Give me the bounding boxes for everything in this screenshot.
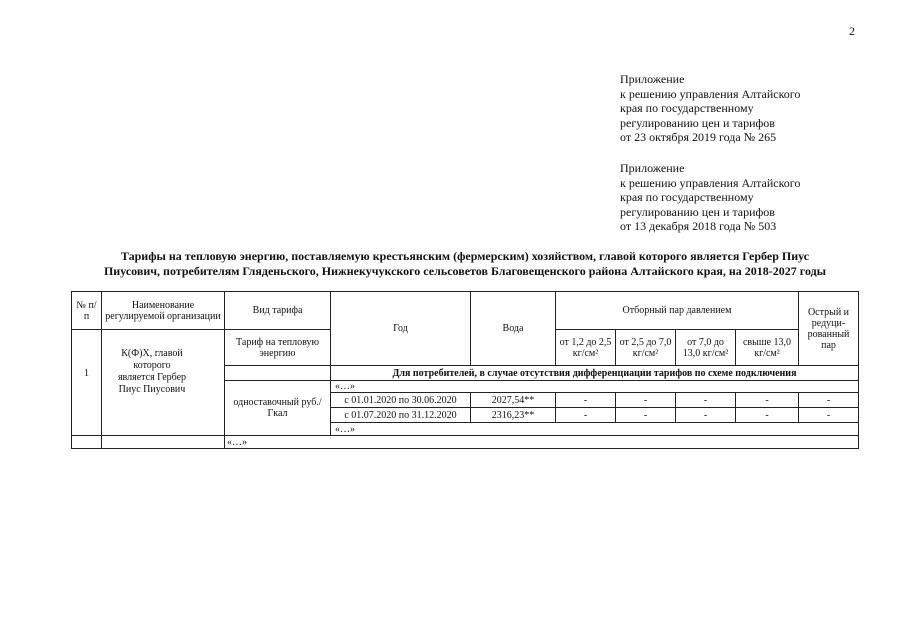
steam-value: -	[616, 408, 676, 423]
title-line-1: Тарифы на тепловую энергию, поставляемую крестьянским (фермерским) хозяйством, главой которого является Гербер Пиус	[120, 249, 810, 263]
sharp-steam-value: -	[799, 393, 859, 408]
header-steam-col-4: свыше 13,0 кг/см²	[736, 330, 799, 366]
header-steam-col-3: от 7,0 до 13,0 кг/см²	[676, 330, 736, 366]
steam-value: -	[676, 408, 736, 423]
appendix-line: к решению управления Алтайского	[620, 175, 801, 190]
header-sharp-steam: Острый и редуци- рованный пар	[799, 292, 859, 366]
appendix-block-2	[620, 161, 800, 234]
water-value: 2316,23**	[471, 408, 556, 423]
title-line-2: Пиусович, потребителям Гляденьского, Нижнекучукского сельсоветов Благовещенского района Алтайского края, на 2018-2027 годы	[103, 264, 827, 278]
ellipsis-note: «…»	[225, 436, 859, 449]
ellipsis-note: «…»	[331, 381, 859, 393]
empty-cell	[72, 436, 102, 449]
appendix-line: регулированию цен и тарифов	[620, 115, 775, 130]
header-water: Вода	[471, 292, 556, 366]
water-value: 2027,54**	[471, 393, 556, 408]
appendix-line: регулированию цен и тарифов	[620, 204, 775, 219]
appendix-line: Приложение	[620, 72, 685, 86]
appendix-line: к решению управления Алтайского	[620, 86, 801, 101]
period: с 01.01.2020 по 30.06.2020	[331, 393, 471, 408]
tariff-table	[71, 291, 859, 449]
document-title	[40, 249, 890, 279]
tariff-label: Тариф на тепловую энергию	[225, 330, 331, 366]
org-name: К(Ф)Х, главой которого является Гербер Пиус Пиусович	[102, 330, 225, 436]
steam-value: -	[556, 393, 616, 408]
header-num: № п/п	[72, 292, 102, 330]
empty-cell	[225, 366, 331, 381]
header-year: Год	[331, 292, 471, 366]
header-steam-col-2: от 2,5 до 7,0 кг/см²	[616, 330, 676, 366]
appendix-block-1	[620, 72, 800, 145]
appendix-line: края по государственному	[620, 190, 754, 205]
sharp-steam-value: -	[799, 408, 859, 423]
rate-type: одноставочный руб./Гкал	[225, 381, 331, 436]
steam-value: -	[556, 408, 616, 423]
subgroup-header: Для потребителей, в случае отсутствия дифференциации тарифов по схеме подключения	[331, 366, 859, 381]
appendix-line: от 23 октября 2019 года № 265	[620, 130, 777, 145]
appendix-line: от 13 декабря 2018 года № 503	[620, 219, 777, 234]
steam-value: -	[616, 393, 676, 408]
empty-cell	[102, 436, 225, 449]
period: с 01.07.2020 по 31.12.2020	[331, 408, 471, 423]
header-steam-col-1: от 1,2 до 2,5 кг/см²	[556, 330, 616, 366]
header-tariff-type: Вид тарифа	[225, 292, 331, 330]
appendix-line: края по государственному	[620, 101, 754, 116]
ellipsis-note: «…»	[331, 423, 859, 436]
page-number: 2	[849, 24, 855, 38]
appendix-line: Приложение	[620, 161, 685, 175]
header-org: Наименование регулируемой организации	[102, 292, 225, 330]
steam-value: -	[736, 393, 799, 408]
row-number: 1	[72, 330, 102, 436]
header-steam: Отборный пар давлением	[556, 292, 799, 330]
steam-value: -	[676, 393, 736, 408]
steam-value: -	[736, 408, 799, 423]
